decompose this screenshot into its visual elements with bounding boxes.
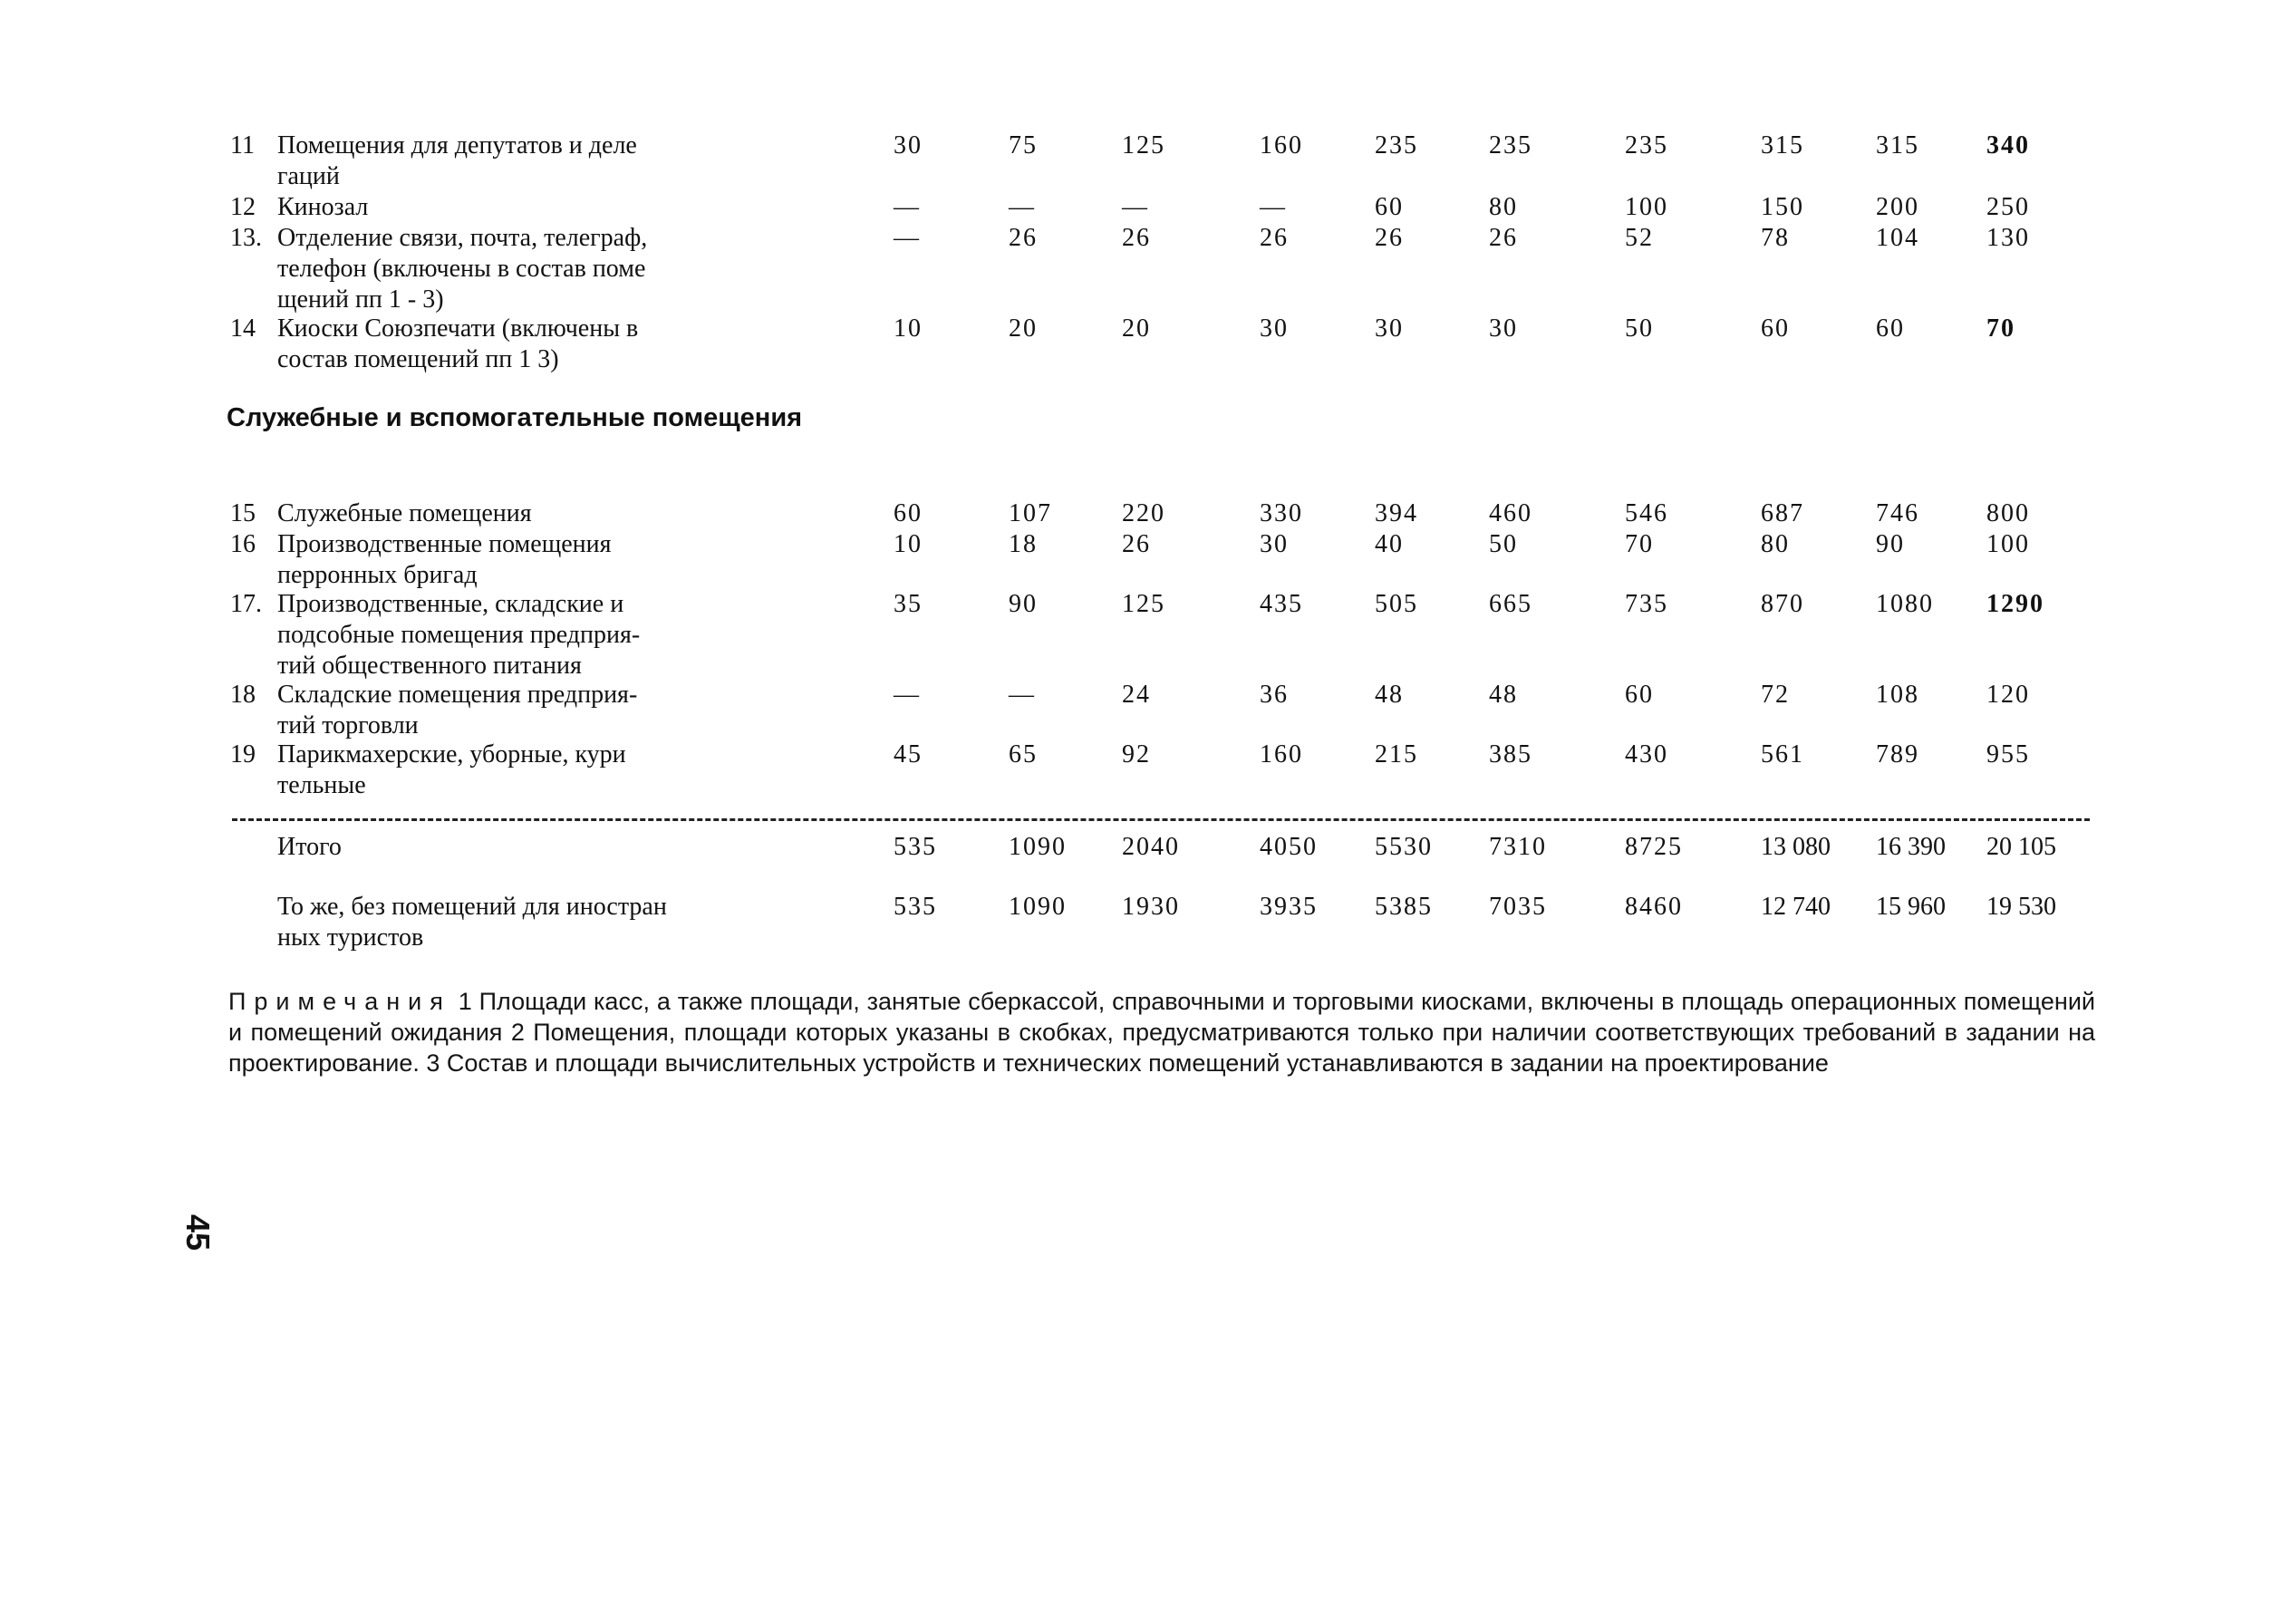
table-cell: 215 — [1375, 740, 1418, 768]
table-cell: 13 080 — [1761, 833, 1831, 861]
table-cell: 460 — [1489, 499, 1532, 527]
table-cell: 60 — [1625, 681, 1654, 709]
table-cell: 36 — [1260, 681, 1289, 709]
table-cell: 160 — [1260, 131, 1303, 160]
row-label-line: Кинозал — [277, 193, 369, 221]
table-cell: 125 — [1122, 590, 1165, 618]
table-cell: 52 — [1625, 224, 1654, 252]
table-cell: 385 — [1489, 740, 1532, 768]
table-cell: 220 — [1122, 499, 1165, 527]
row-label — [230, 589, 810, 682]
row-label-line: щений пп 1 - 3) — [277, 285, 444, 314]
table-cell: 735 — [1625, 590, 1668, 618]
table-cell: 60 — [1876, 314, 1905, 343]
notes-label: Примечания — [228, 988, 451, 1015]
table-cell: 50 — [1625, 314, 1654, 343]
table-cell: — — [1122, 193, 1149, 221]
table-cell: — — [894, 193, 921, 221]
row-label-line: Киоски Союзпечати (включены в — [277, 314, 639, 343]
table-cell: 1080 — [1876, 590, 1934, 618]
table-cell: 561 — [1761, 740, 1804, 768]
row-label-line: Производственные, складские и — [277, 590, 624, 618]
table-cell: 48 — [1375, 681, 1404, 709]
row-label — [230, 130, 810, 192]
row-label-line: состав помещений пп 1 3) — [277, 345, 559, 373]
row-label-line: То же, без помещений для иностран — [277, 893, 667, 921]
page-number: 45 — [179, 1214, 217, 1252]
table-cell: — — [894, 224, 921, 252]
table-cell: 505 — [1375, 590, 1418, 618]
table-cell: 235 — [1625, 131, 1668, 160]
table-cell: 8725 — [1625, 833, 1683, 861]
row-number: 17. — [230, 590, 262, 618]
row-label-line: Итого — [277, 833, 342, 861]
table-cell: — — [894, 681, 921, 709]
table-cell: 1090 — [1009, 893, 1067, 921]
dashed-divider — [232, 818, 2090, 821]
section-heading: Служебные и вспомогательные помещения — [227, 403, 803, 432]
table-cell: 72 — [1761, 681, 1790, 709]
table-cell: 20 105 — [1986, 833, 2056, 861]
table-cell: 26 — [1489, 224, 1518, 252]
table-cell: 30 — [1260, 530, 1289, 558]
table-cell: 2040 — [1122, 833, 1180, 861]
table-cell: 315 — [1761, 131, 1804, 160]
table-cell: 15 960 — [1876, 893, 1946, 921]
row-label-line: гаций — [277, 162, 340, 190]
row-label-line: тий общественного питания — [277, 652, 582, 680]
table-cell: 250 — [1986, 193, 2030, 221]
notes-paragraph — [228, 986, 2095, 1078]
table-cell: 150 — [1761, 193, 1804, 221]
row-number: 16 — [230, 530, 256, 558]
table-cell: 75 — [1009, 131, 1038, 160]
table-cell: 80 — [1489, 193, 1518, 221]
table-cell: 1290 — [1986, 590, 2044, 618]
table-cell: 5530 — [1375, 833, 1433, 861]
table-cell: 100 — [1625, 193, 1668, 221]
row-label — [230, 832, 810, 863]
table-cell: 50 — [1489, 530, 1518, 558]
table-cell: 30 — [1489, 314, 1518, 343]
row-label-line: Отделение связи, почта, телеграф, — [277, 224, 648, 252]
row-label-line: Парикмахерские, уборные, кури — [277, 740, 626, 768]
table-cell: 4050 — [1260, 833, 1318, 861]
table-cell: 60 — [1761, 314, 1790, 343]
row-label-line: подсобные помещения предприя- — [277, 621, 641, 649]
table-cell: 7310 — [1489, 833, 1547, 861]
table-cell: 107 — [1009, 499, 1052, 527]
table-cell: 200 — [1876, 193, 1919, 221]
table-cell: 24 — [1122, 681, 1151, 709]
table-cell: 40 — [1375, 530, 1404, 558]
table-cell: — — [1260, 193, 1287, 221]
row-label — [230, 740, 810, 801]
table-cell: 870 — [1761, 590, 1804, 618]
row-label-line: перронных бригад — [277, 561, 478, 589]
table-cell: 235 — [1489, 131, 1532, 160]
row-label — [230, 192, 810, 223]
notes-text: 1 Площади касс, а также площади, занятые сберкассой, справочными и торговыми киосками, включены в площадь операционных помещений и помещений ожидания 2 Помещения, площади которых указаны в скобках, предусматриваются только при наличии соответствующих требований в задании на проектирование. 3 Состав и площади вычислительных устройств и технических помещений устанавливаются в задании на проектирование — [228, 988, 2095, 1077]
row-label-line: телефон (включены в состав поме — [277, 255, 646, 283]
table-cell: 26 — [1122, 530, 1151, 558]
row-label-line: тельные — [277, 771, 366, 799]
table-cell: 665 — [1489, 590, 1532, 618]
row-label-line: Служебные помещения — [277, 499, 532, 527]
table-cell: — — [1009, 681, 1036, 709]
table-cell: 20 — [1009, 314, 1038, 343]
row-label — [230, 314, 810, 375]
table-cell: 5385 — [1375, 893, 1433, 921]
table-cell: 65 — [1009, 740, 1038, 768]
table-cell: 30 — [1375, 314, 1404, 343]
table-cell: 330 — [1260, 499, 1303, 527]
table-cell: 340 — [1986, 131, 2030, 160]
row-number: 13. — [230, 224, 262, 252]
table-cell: 60 — [894, 499, 923, 527]
table-cell: 26 — [1375, 224, 1404, 252]
table-cell: 315 — [1876, 131, 1919, 160]
table-cell: 80 — [1761, 530, 1790, 558]
table-cell: 535 — [894, 833, 937, 861]
table-cell: 19 530 — [1986, 893, 2056, 921]
row-number: 18 — [230, 681, 256, 709]
table-cell: 60 — [1375, 193, 1404, 221]
table-cell: 3935 — [1260, 893, 1318, 921]
row-label-line: тий торговли — [277, 711, 419, 740]
table-cell: 160 — [1260, 740, 1303, 768]
row-label-line: ных туристов — [277, 923, 424, 952]
table-cell: 800 — [1986, 499, 2030, 527]
table-cell: 90 — [1876, 530, 1905, 558]
table-cell: 48 — [1489, 681, 1518, 709]
table-cell: 26 — [1260, 224, 1289, 252]
table-cell: 90 — [1009, 590, 1038, 618]
table-cell: 108 — [1876, 681, 1919, 709]
table-cell: 235 — [1375, 131, 1418, 160]
row-label — [230, 223, 810, 315]
table-cell: 394 — [1375, 499, 1418, 527]
row-label — [230, 892, 810, 953]
table-cell: 955 — [1986, 740, 2030, 768]
row-label-line: Производственные помещения — [277, 530, 612, 558]
table-cell: 535 — [894, 893, 937, 921]
table-cell: 12 740 — [1761, 893, 1831, 921]
row-label-line: Помещения для депутатов и деле — [277, 131, 637, 160]
table-cell: 26 — [1122, 224, 1151, 252]
table-cell: 20 — [1122, 314, 1151, 343]
row-number: 14 — [230, 314, 256, 343]
row-number: 15 — [230, 499, 256, 527]
row-label — [230, 498, 810, 529]
table-cell: 10 — [894, 530, 923, 558]
table-cell: 18 — [1009, 530, 1038, 558]
table-cell: 687 — [1761, 499, 1804, 527]
table-cell: 430 — [1625, 740, 1668, 768]
table-cell: 746 — [1876, 499, 1919, 527]
table-cell: 435 — [1260, 590, 1303, 618]
table-cell: 26 — [1009, 224, 1038, 252]
table-cell: 30 — [1260, 314, 1289, 343]
table-cell: 125 — [1122, 131, 1165, 160]
table-cell: 789 — [1876, 740, 1919, 768]
table-cell: 8460 — [1625, 893, 1683, 921]
table-cell: 70 — [1625, 530, 1654, 558]
row-number: 11 — [230, 131, 255, 160]
row-label-line: Складские помещения предприя- — [277, 681, 638, 709]
table-cell: — — [1009, 193, 1036, 221]
row-number: 19 — [230, 740, 256, 768]
table-cell: 1090 — [1009, 833, 1067, 861]
table-cell: 1930 — [1122, 893, 1180, 921]
row-label — [230, 680, 810, 741]
table-cell: 78 — [1761, 224, 1790, 252]
table-cell: 30 — [894, 131, 923, 160]
table-cell: 130 — [1986, 224, 2030, 252]
table-cell: 7035 — [1489, 893, 1547, 921]
table-cell: 45 — [894, 740, 923, 768]
table-cell: 70 — [1986, 314, 2015, 343]
table-cell: 35 — [894, 590, 923, 618]
table-cell: 92 — [1122, 740, 1151, 768]
table-cell: 16 390 — [1876, 833, 1946, 861]
row-label — [230, 529, 810, 591]
table-cell: 10 — [894, 314, 923, 343]
table-cell: 546 — [1625, 499, 1668, 527]
table-cell: 100 — [1986, 530, 2030, 558]
row-number: 12 — [230, 193, 256, 221]
table-cell: 104 — [1876, 224, 1919, 252]
table-cell: 120 — [1986, 681, 2030, 709]
